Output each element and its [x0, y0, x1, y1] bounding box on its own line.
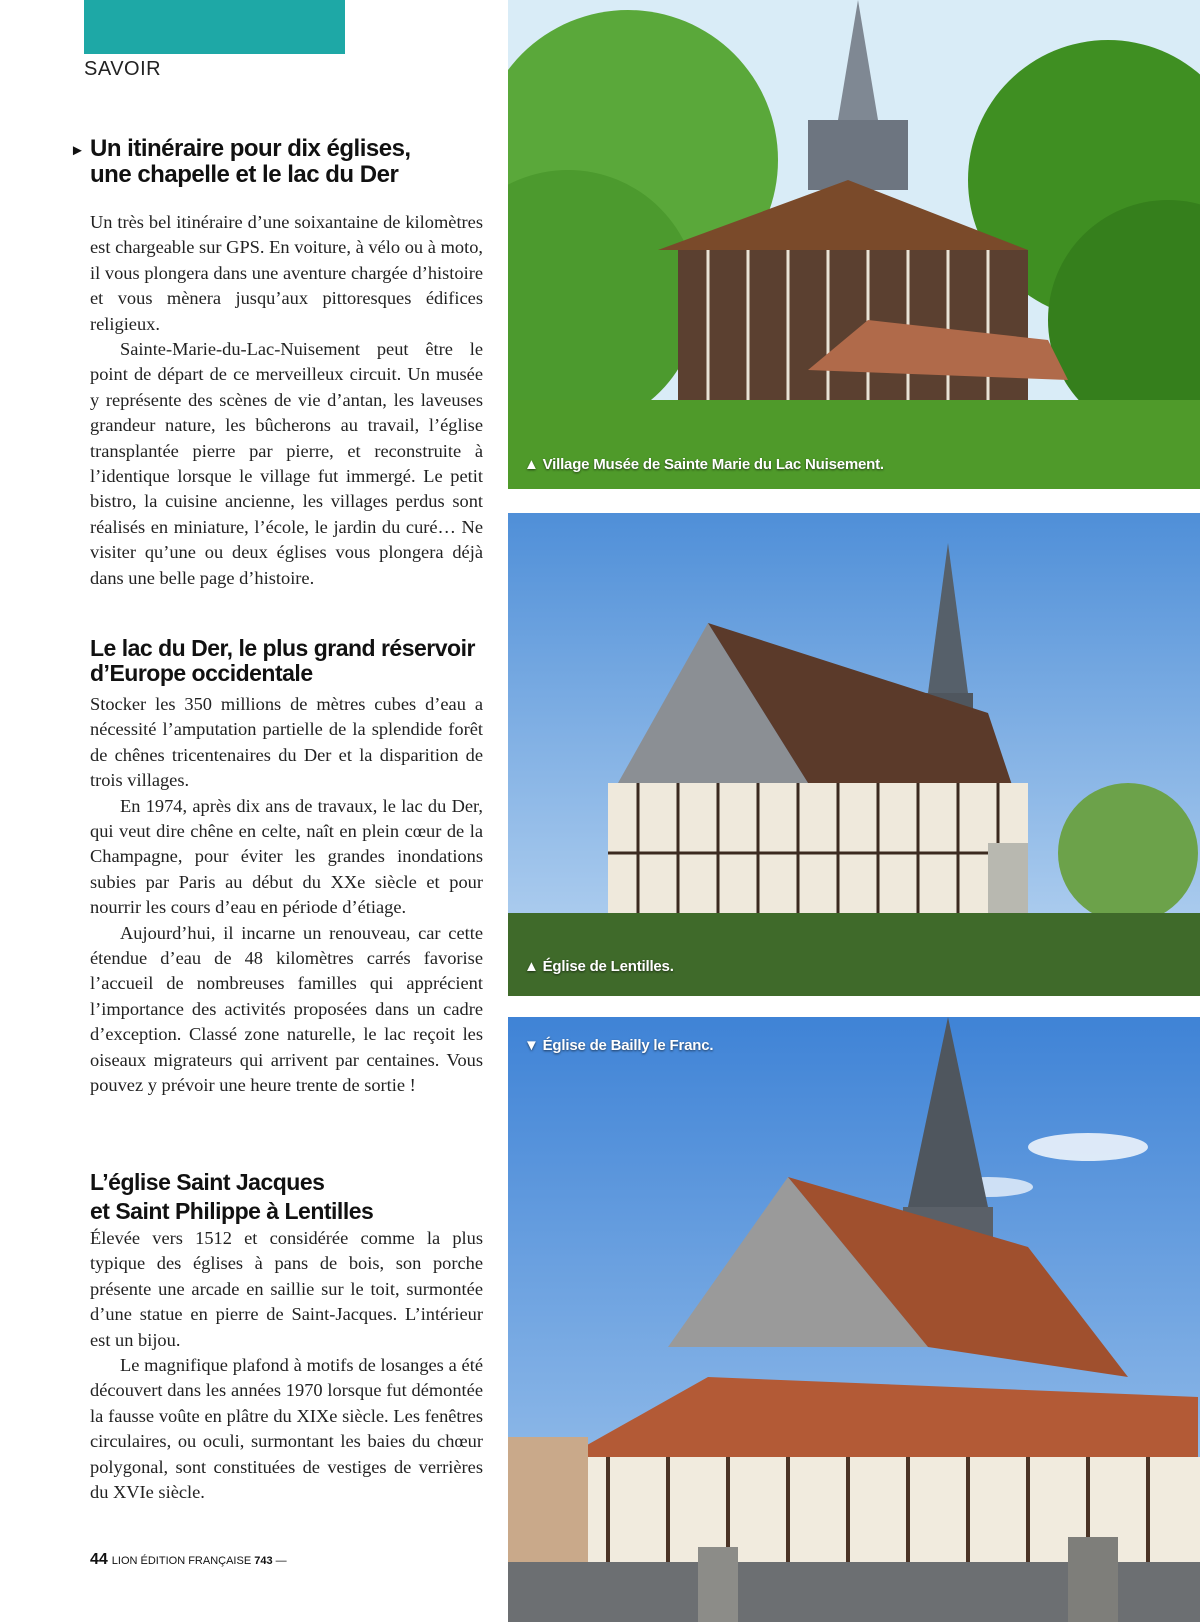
church-photo-2-image	[508, 513, 1200, 996]
paragraph: Le magnifique plafond à motifs de losanges a été découvert dans les années 1970 lorsque fut démontée la fausse voûte en plâtre du XIXe siècle. Les fenêtres circulaires, ou oculi, surmontant les baies du chœur polygonal, sont constituées de vestiges de verrières du XVIe siècle.	[90, 1355, 483, 1503]
paragraph: En 1974, après dix ans de travaux, le lac du Der, qui veut dire chêne en celte, naît en plein cœur de la Champagne, pour éviter les grandes inondations subies par Paris au début du XXe siècle et pour nourrir les cours d’eau en période d’étiage.	[90, 795, 483, 918]
paragraph: Élevée vers 1512 et considérée comme la plus typique des églises à pans de bois, son porche présente une arcade en saillie sur le toit, surmontée d’une statue en pierre de Saint-Jacques. L’intérieur est un bijou.	[90, 1228, 483, 1350]
article-title-line-2: une chapelle et le lac du Der	[90, 161, 399, 188]
paragraph: Un très bel itinéraire d’une soixantaine de kilomètres est chargeable sur GPS. En voiture, à vélo ou à moto, il vous plongera dans une aventure chargée d’histoire et vous mènera jusqu’aux pittoresques édifices religieux.	[90, 212, 483, 334]
subheading-line-2: et Saint Philippe à Lentilles	[90, 1198, 374, 1224]
section-label: SAVOIR	[84, 58, 162, 80]
photo-caption: ▲ Village Musée de Sainte Marie du Lac Nuisement.	[524, 456, 884, 473]
photo-eglise-lentilles	[508, 513, 1200, 996]
subheading-line-2: d’Europe occidentale	[90, 660, 313, 686]
photo-eglise-bailly	[508, 1017, 1200, 1622]
paragraph: Stocker les 350 millions de mètres cubes d’eau a nécessité l’amputation partielle de la splendide forêt de chênes tricentenaires du Der et la disparition de trois villages.	[90, 694, 483, 791]
paragraph: Sainte-Marie-du-Lac-Nuisement peut être le point de départ de ce merveilleux circuit. Un musée y représente des scènes de vie d’antan, les laveuses grandeur nature, les bûcherons au travail, l’église transplantée pierre par pierre, et reconstruite à l’identique lorsque le village fut immergé. Le petit bistro, la cuisine ancienne, les villages perdus sont réalisés en miniature, l’école, le jardin du curé… Ne visiter qu’une ou deux églises vous plongera déjà dans une belle page d’histoire.	[90, 339, 483, 588]
page-number: 44	[90, 1551, 108, 1568]
issue-number: 743	[254, 1555, 273, 1567]
subheading-line-1: Le lac du Der, le plus grand réservoir	[90, 635, 475, 661]
section-color-bar	[84, 0, 345, 54]
photo-caption: ▼ Église de Bailly le Franc.	[524, 1037, 714, 1054]
photo-village-musee	[508, 0, 1200, 489]
page-footer: 44 LION ÉDITION FRANÇAISE 743 —	[90, 1551, 287, 1568]
paragraph: Aujourd’hui, il incarne un renouveau, car cette étendue d’eau de 48 kilomètres carrés favorise l’accueil de nombreuses familles qui apprécient l’importance des activités proposées dans un cadre d’exception. Classé zone naturelle, le lac reçoit les oiseaux migrateurs qui arrivent par centaines. Vous pouvez y prévoir une heure trente de sortie !	[90, 922, 483, 1096]
article-title-line-1: Un itinéraire pour dix églises,	[90, 135, 411, 162]
lac-du-der-text	[90, 692, 483, 1099]
intro-text	[90, 210, 483, 591]
church-photo-3-image	[508, 1017, 1200, 1622]
article-title	[70, 135, 510, 188]
photo-caption: ▲ Église de Lentilles.	[524, 958, 674, 975]
publication-name: LION ÉDITION FRANÇAISE	[111, 1555, 252, 1567]
church-photo-1-image	[508, 0, 1200, 489]
lentilles-text	[90, 1226, 483, 1505]
subheading-line-1: L’église Saint Jacques	[90, 1169, 325, 1195]
subheading-lac-du-der-2	[90, 661, 483, 690]
subheading-lentilles	[90, 1170, 483, 1228]
bullet-arrow-icon: ►	[70, 142, 85, 159]
